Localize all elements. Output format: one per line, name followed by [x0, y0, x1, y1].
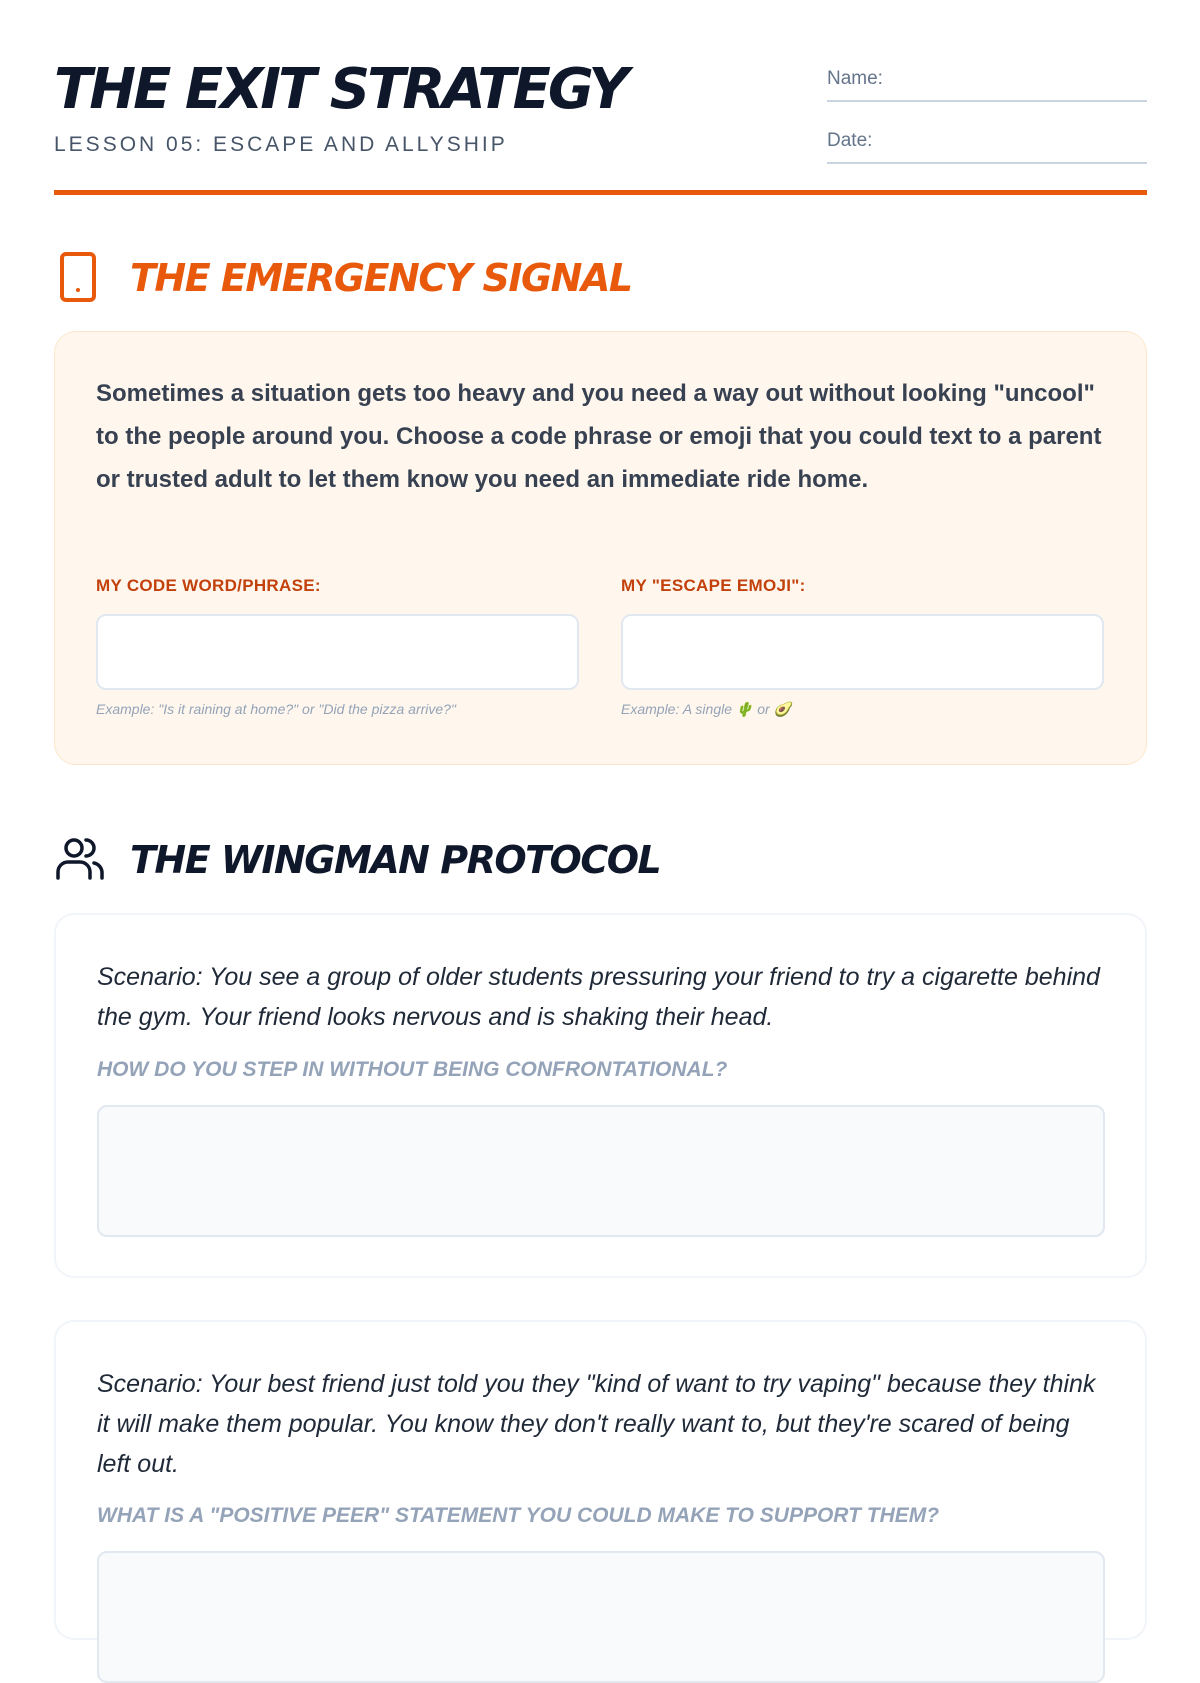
lesson-subtitle: LESSON 05: ESCAPE AND ALLYSHIP [54, 133, 508, 156]
emergency-card [54, 331, 1147, 765]
scenario-card [54, 913, 1147, 1278]
header-divider [54, 190, 1147, 195]
date-field[interactable] [827, 126, 1147, 164]
scenario-question: WHAT IS A "POSITIVE PEER" STATEMENT YOU COULD MAKE TO SUPPORT THEM? [97, 1504, 940, 1527]
worksheet-page [54, 0, 1147, 1527]
scenario-question: HOW DO YOU STEP IN WITHOUT BEING CONFRONTATIONAL? [97, 1058, 728, 1081]
name-label: Name: [827, 68, 883, 89]
code-word-hint: Example: "Is it raining at home?" or "Did the pizza arrive?" [96, 701, 456, 717]
worksheet-title: THE EXIT STRATEGY [54, 57, 627, 122]
code-word-input[interactable] [96, 614, 579, 690]
scenario-answer-input[interactable] [97, 1551, 1105, 1683]
code-word-label: MY CODE WORD/PHRASE: [96, 576, 321, 595]
wingman-section-title: THE WINGMAN PROTOCOL [130, 838, 661, 882]
emergency-section-header [54, 250, 1147, 310]
wingman-section-header [54, 832, 1147, 892]
escape-emoji-label: MY "ESCAPE EMOJI": [621, 576, 806, 595]
escape-emoji-input[interactable] [621, 614, 1104, 690]
name-field[interactable] [827, 64, 1147, 102]
escape-emoji-hint: Example: A single 🌵 or 🥑 [621, 701, 791, 717]
phone-icon [54, 250, 106, 306]
scenario-text: Scenario: You see a group of older students pressuring your friend to try a cigarette behind the gym. Your friend looks nervous and is shaking their head. [97, 963, 1100, 1031]
date-label: Date: [827, 130, 873, 151]
scenario-card [54, 1320, 1147, 1640]
users-icon [54, 832, 106, 888]
scenario-answer-input[interactable] [97, 1105, 1105, 1237]
emergency-instructions: Sometimes a situation gets too heavy and you need a way out without looking "uncool" to the people around you. Choose a code phrase or emoji that you could text to a parent or trusted adult to let them know you need an immediate ride home. [96, 380, 1102, 493]
emergency-section-title: THE EMERGENCY SIGNAL [130, 256, 632, 300]
scenario-text: Scenario: Your best friend just told you they "kind of want to try vaping" because they think it will make them popular. You know they don't really want to, but they're scared of being left out. [97, 1370, 1096, 1478]
worksheet-header [54, 0, 1147, 198]
